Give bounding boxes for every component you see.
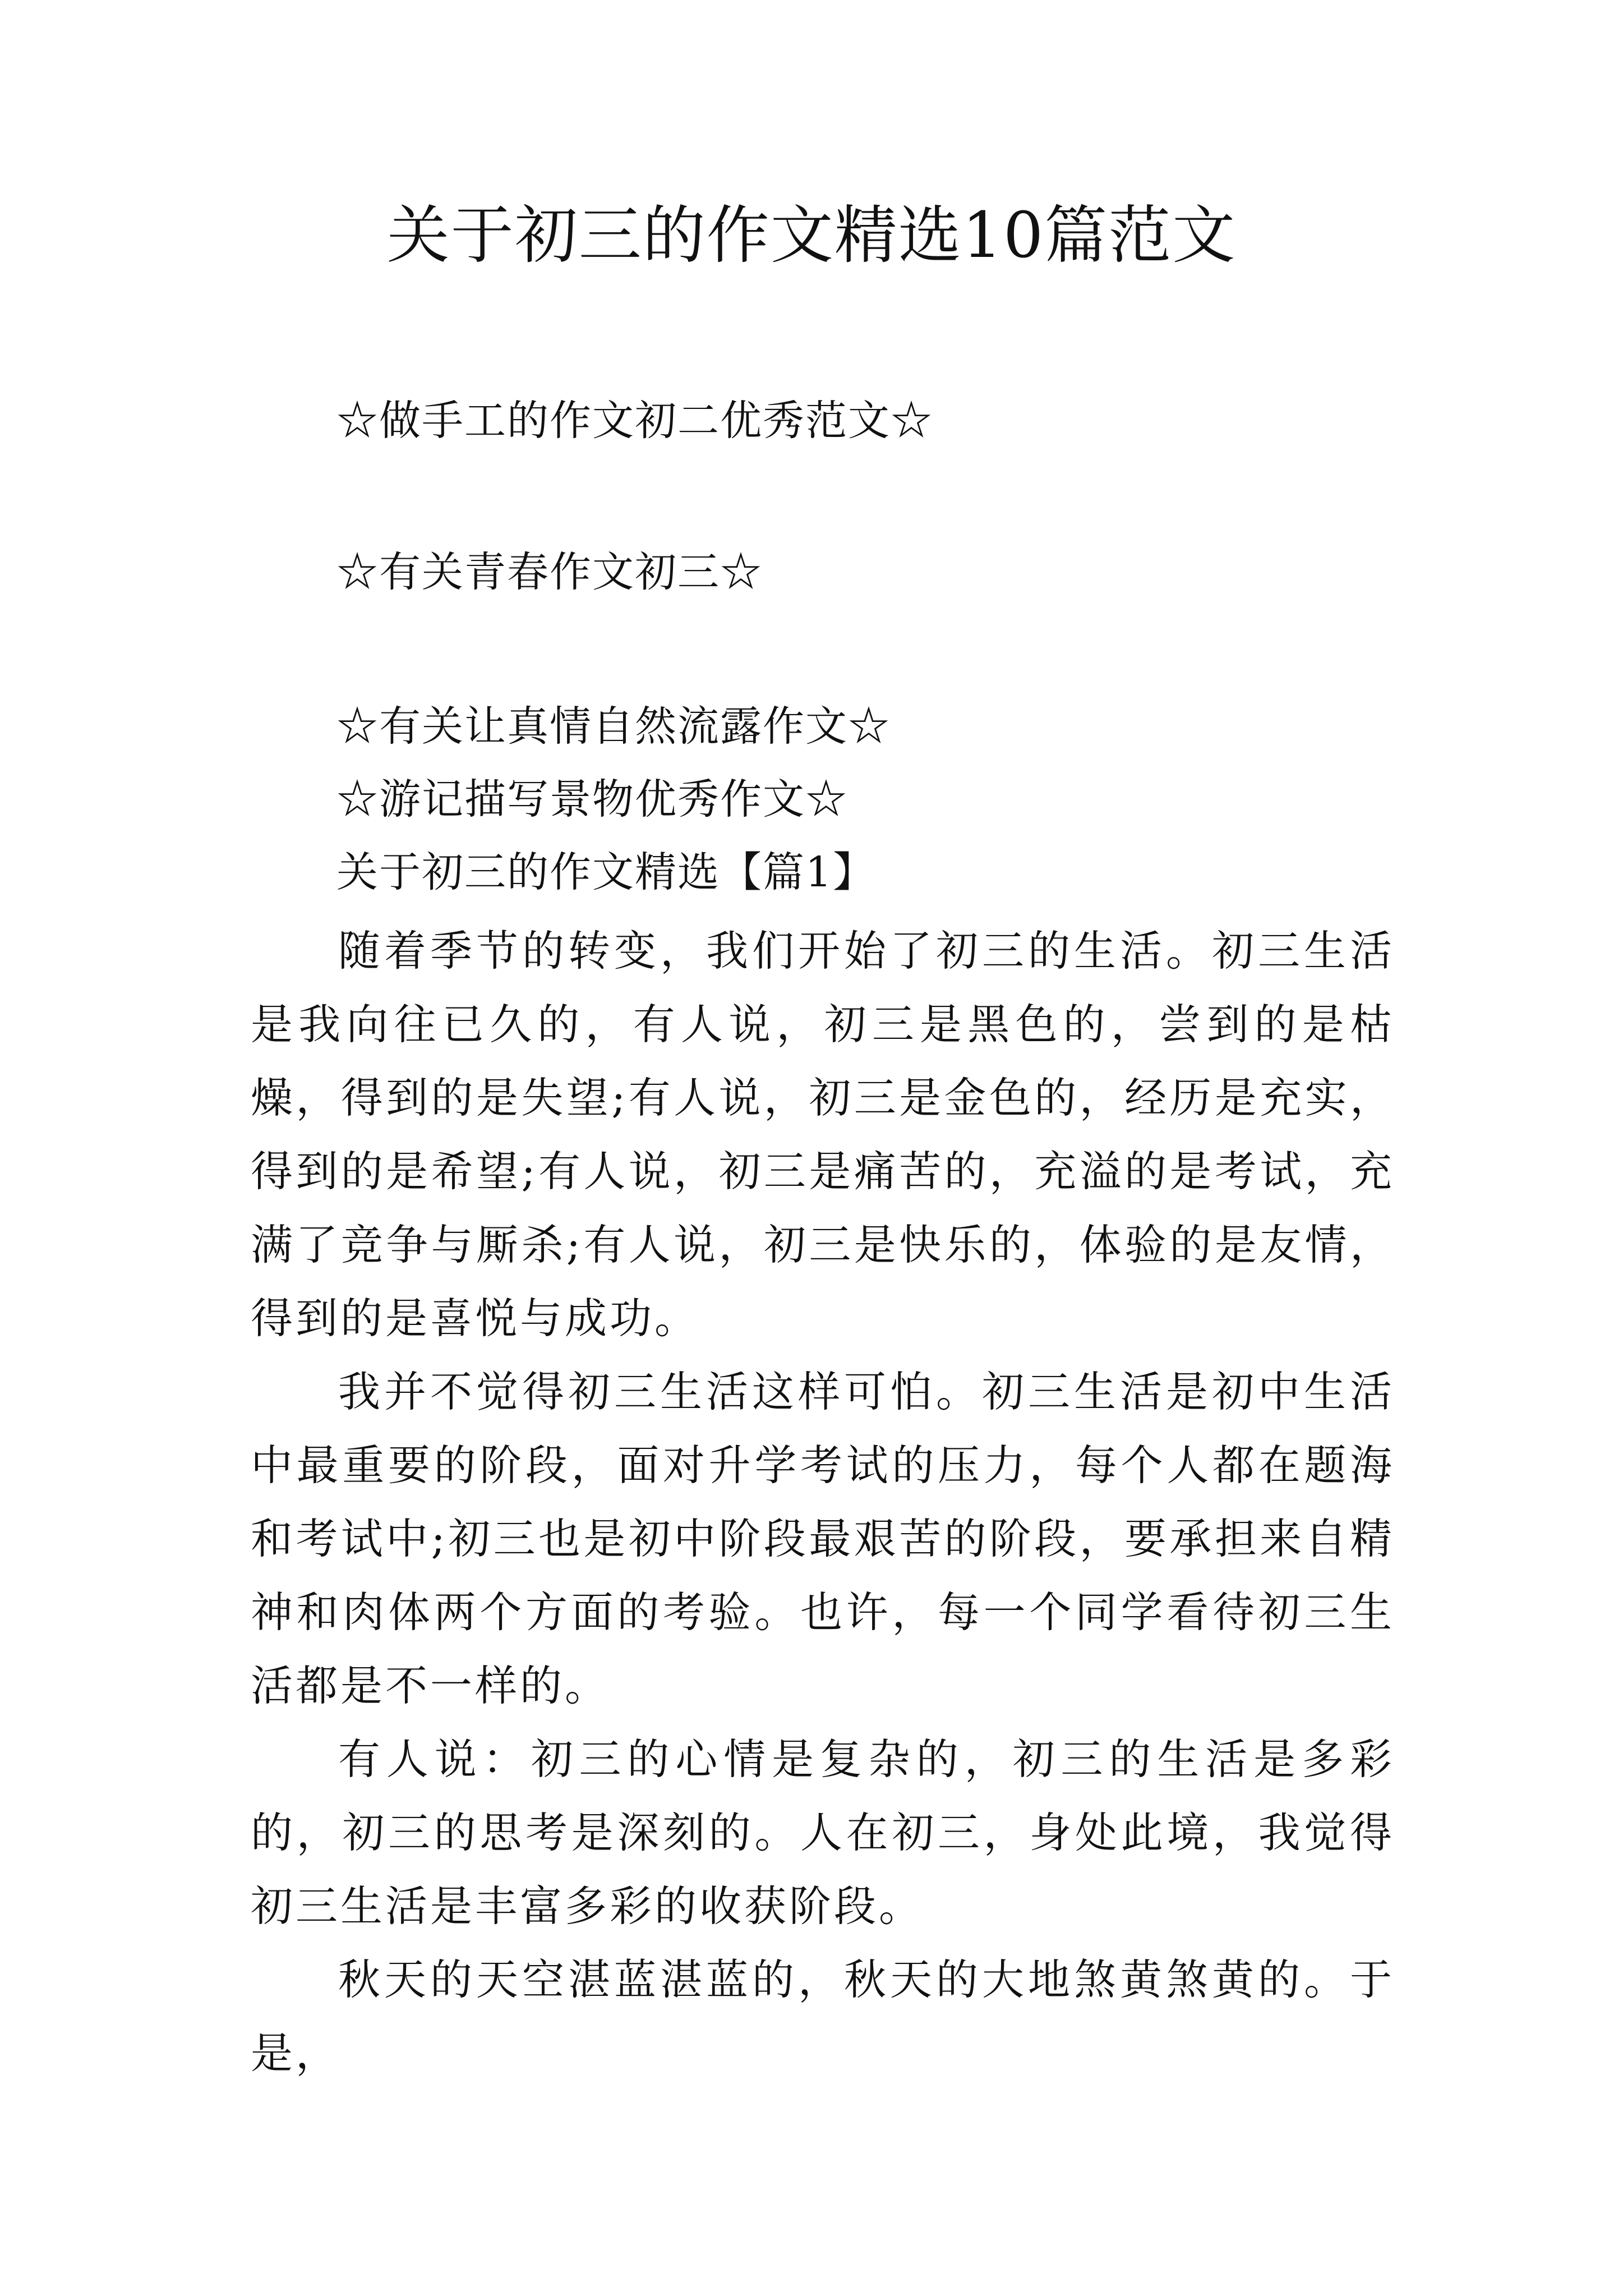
body-paragraph: 随着季节的转变，我们开始了初三的生活。初三生活是我向往已久的，有人说，初三是黑色的，尝到的是枯燥，得到的是失望;有人说，初三是金色的，经历是充实，得到的是希望;有人说，初三是痛苦的，充溢的是考试，充满了竞争与厮杀;有人说，初三是快乐的，体验的是友情，得到的是喜悦与成功。 bbox=[251, 926, 1395, 1343]
article-body bbox=[251, 914, 1395, 2090]
document-title: 关于初三的作文精选10篇范文 bbox=[386, 199, 1237, 272]
body-paragraph: 有人说：初三的心情是复杂的，初三的生活是多彩的，初三的思考是深刻的。人在初三，身处此境，我觉得初三生活是丰富多彩的收获阶段。 bbox=[251, 1734, 1395, 1931]
body-paragraph: 秋天的天空湛蓝湛蓝的，秋天的大地煞黄煞黄的。于是， bbox=[251, 1955, 1395, 2078]
related-article-link[interactable]: ☆有关青春作文初三☆ bbox=[336, 548, 763, 596]
related-article-link[interactable]: ☆做手工的作文初二优秀范文☆ bbox=[336, 397, 933, 445]
body-paragraph: 我并不觉得初三生活这样可怕。初三生活是初中生活中最重要的阶段，面对升学考试的压力，每个人都在题海和考试中;初三也是初中阶段最艰苦的阶段，要承担来自精神和肉体两个方面的考验。也许，每一个同学看待初三生活都是不一样的。 bbox=[251, 1367, 1395, 1710]
related-article-link[interactable]: ☆游记描写景物优秀作文☆ bbox=[336, 775, 848, 823]
related-article-link[interactable]: ☆有关让真情自然流露作文☆ bbox=[336, 702, 891, 751]
section-heading: 关于初三的作文精选【篇1】 bbox=[336, 848, 876, 896]
